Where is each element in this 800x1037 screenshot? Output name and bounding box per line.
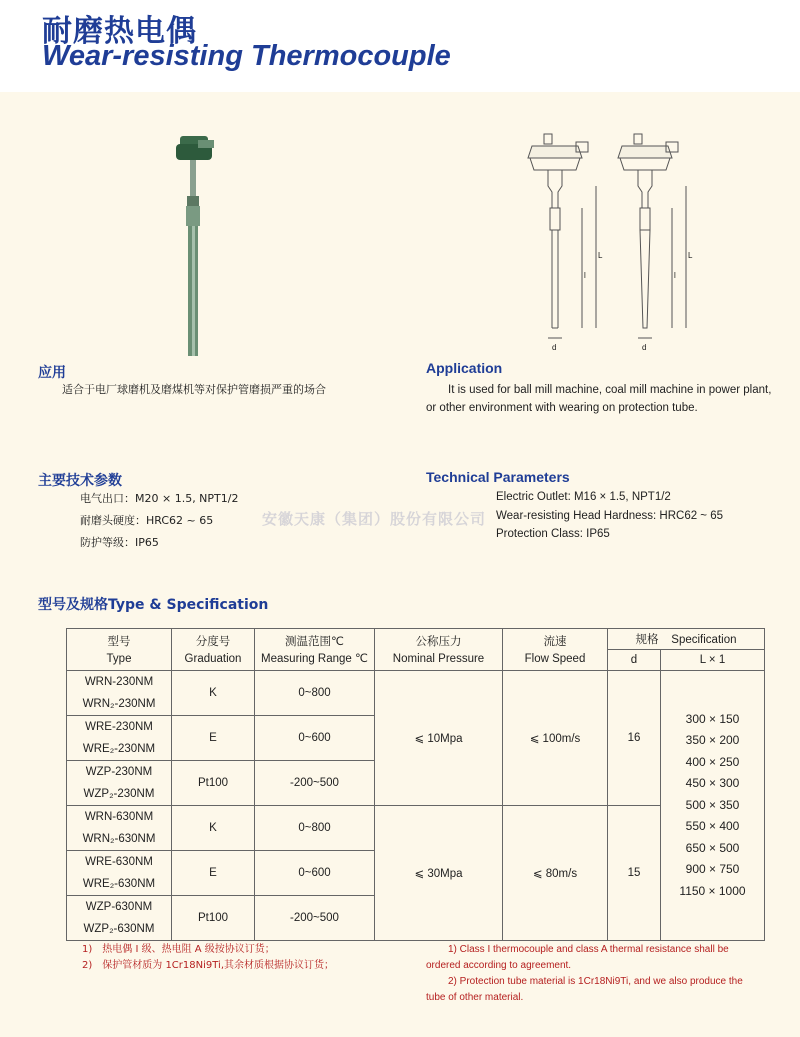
col-header-spec-en: Specification — [671, 634, 737, 646]
col-header-flow-cn: 流速 — [543, 633, 567, 648]
drawing-label-d-left: d — [552, 343, 557, 352]
col-header-spec — [608, 629, 765, 650]
cell-flow-group2: ⩽ 80m/s — [503, 806, 608, 941]
technical-hardness-cn: 耐磨头硬度：HRC62 ~ 65 — [80, 514, 214, 527]
cell-graduation: E — [172, 716, 255, 761]
cell-type: WRN-230NM — [84, 676, 154, 688]
cell-range: 0~600 — [255, 851, 375, 896]
cell-range: 0~800 — [255, 671, 375, 716]
drawing-label-d-right: d — [642, 343, 647, 352]
note-en-1a: 1) Class I thermocouple and class A thermal resistance shall be — [448, 944, 729, 955]
note-cn-1: 1) 热电偶 I 级、热电阻 A 级按协议订货； — [82, 944, 275, 955]
length-item: 500 × 350 — [685, 797, 740, 812]
dimension-drawing — [520, 128, 700, 358]
cell-type: WZP-630NM — [85, 901, 153, 913]
col-header-type-cn: 型号 — [107, 633, 131, 648]
col-header-flow — [503, 629, 608, 671]
cell-range: -200~500 — [255, 896, 375, 941]
page-title-cn: 耐磨热电偶 — [42, 14, 197, 49]
col-header-graduation — [172, 629, 255, 671]
cell-range: 0~600 — [255, 716, 375, 761]
col-header-graduation-en: Graduation — [184, 652, 242, 665]
length-item: 550 × 400 — [685, 819, 740, 834]
cell-lengths — [661, 671, 765, 941]
application-heading-cn: 应用 — [38, 365, 66, 381]
application-heading-en: Application — [426, 360, 503, 376]
technical-hardness-en: Wear-resisting Head Hardness: HRC62 ~ 65 — [496, 510, 724, 522]
page-title-en: Wear-resisting Thermocouple — [42, 40, 451, 72]
col-header-d: d — [608, 650, 661, 671]
cell-range: -200~500 — [255, 761, 375, 806]
col-header-spec-cn: 规格 — [635, 632, 659, 646]
col-header-pressure-en: Nominal Pressure — [392, 652, 485, 665]
cell-range: 0~800 — [255, 806, 375, 851]
cell-graduation: Pt100 — [172, 896, 255, 941]
technical-protection-cn: 防护等级：IP65 — [80, 536, 159, 549]
technical-outlet-cn: 电气出口：M20 × 1.5, NPT1/2 — [80, 492, 239, 505]
spec-heading: 型号及规格Type & Specification — [38, 597, 269, 613]
col-header-range-en: Measuring Range ℃ — [261, 652, 368, 665]
note-cn-2: 2) 保护管材质为 1Cr18Ni9Ti,其余材质根据协议订货； — [82, 960, 335, 971]
col-header-lx1: L × 1 — [661, 650, 765, 671]
technical-protection-en: Protection Class: IP65 — [496, 528, 610, 540]
col-header-pressure — [375, 629, 503, 671]
application-text-en-2: or other environment with wearing on protection tube. — [426, 402, 698, 414]
cell-graduation: K — [172, 806, 255, 851]
company-watermark: 安徽天康（集团）股份有限公司 — [262, 510, 487, 528]
product-photo — [168, 126, 238, 361]
length-item: 900 × 750 — [685, 862, 740, 877]
col-header-graduation-cn: 分度号 — [195, 633, 231, 648]
note-en-2b: tube of other material. — [426, 992, 524, 1003]
cell-flow-group1: ⩽ 100m/s — [503, 671, 608, 806]
drawing-label-l-left: l — [584, 271, 586, 280]
length-item: 450 × 300 — [685, 776, 740, 791]
application-text-en-1: It is used for ball mill machine, coal mill machine in power plant, — [448, 384, 772, 396]
cell-graduation: K — [172, 671, 255, 716]
cell-type-alt: WZP₂-230NM — [83, 788, 155, 800]
cell-type: WRN-630NM — [84, 811, 154, 823]
header-band — [0, 0, 800, 92]
col-header-range-cn: 测温范围℃ — [285, 633, 344, 648]
cell-graduation: E — [172, 851, 255, 896]
cell-type: WZP-230NM — [85, 766, 153, 778]
note-en-1b: ordered according to agreement. — [426, 960, 572, 971]
note-en-2a: 2) Protection tube material is 1Cr18Ni9Ti, and we also produce the — [448, 976, 743, 987]
cell-d-group1: 16 — [608, 671, 661, 806]
length-item: 400 × 250 — [685, 754, 740, 769]
technical-outlet-en: Electric Outlet: M16 × 1.5, NPT1/2 — [496, 491, 671, 503]
col-header-pressure-cn: 公称压力 — [415, 633, 462, 648]
drawing-label-L-right: L — [688, 251, 693, 260]
col-header-type — [67, 629, 172, 671]
spec-table — [66, 628, 765, 941]
drawing-label-l-right: l — [674, 271, 676, 280]
length-item: 350 × 200 — [685, 733, 740, 748]
cell-pressure-group1: ⩽ 10Mpa — [375, 671, 503, 806]
technical-heading-cn: 主要技术参数 — [38, 473, 122, 489]
table-row — [67, 671, 765, 716]
cell-type: WRE-230NM — [85, 721, 153, 733]
cell-type-alt: WRN₂-230NM — [82, 698, 156, 710]
technical-heading-en: Technical Parameters — [426, 469, 570, 485]
cell-d-group2: 15 — [608, 806, 661, 941]
cell-type-alt: WZP₂-630NM — [83, 923, 155, 935]
col-header-range — [255, 629, 375, 671]
length-item: 1150 × 1000 — [679, 883, 746, 898]
cell-type-alt: WRN₂-630NM — [82, 833, 156, 845]
table-row — [67, 806, 765, 851]
col-header-type-en: Type — [106, 652, 132, 665]
application-text-cn: 适合于电厂球磨机及磨煤机等对保护管磨损严重的场合 — [62, 383, 326, 396]
length-item: 650 × 500 — [685, 840, 740, 855]
cell-type-alt: WRE₂-230NM — [82, 743, 156, 755]
drawing-label-L-left: L — [598, 251, 603, 260]
cell-graduation: Pt100 — [172, 761, 255, 806]
length-item: 300 × 150 — [685, 711, 740, 726]
cell-pressure-group2: ⩽ 30Mpa — [375, 806, 503, 941]
cell-type: WRE-630NM — [85, 856, 153, 868]
cell-type-alt: WRE₂-630NM — [82, 878, 156, 890]
col-header-flow-en: Flow Speed — [524, 652, 586, 665]
